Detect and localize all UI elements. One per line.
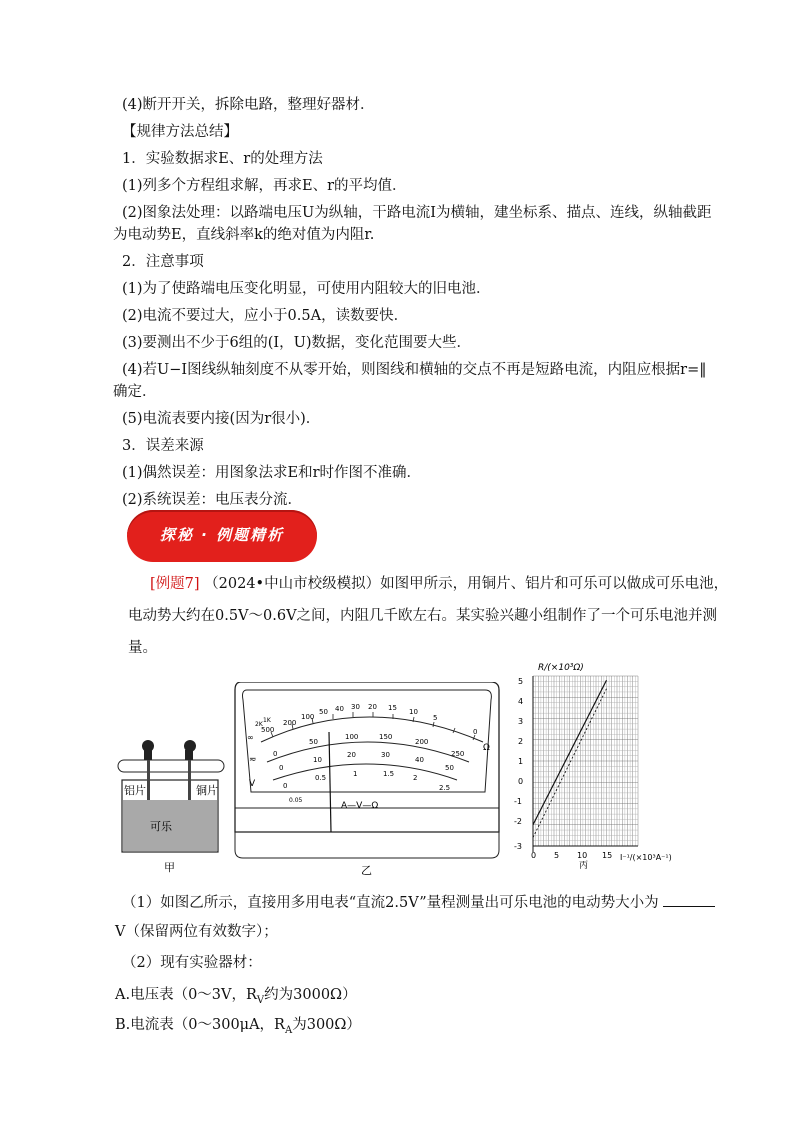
- dc-mark: ≂: [249, 755, 257, 765]
- range-mark: 0.05: [289, 797, 303, 804]
- text-line: (4)若U−I图线纵轴刻度不从零开始，则图线和横轴的交点不再是短路电流，内阻应根据r=‖: [122, 362, 707, 378]
- y-tick-label: -1: [514, 797, 522, 806]
- answer-blank[interactable]: [663, 892, 715, 907]
- text-line: 3．误差来源: [122, 438, 204, 454]
- ac-tick-label: 2: [413, 774, 418, 782]
- question-text: V（保留两位有效数字）；: [115, 924, 278, 940]
- meter-label: A—V—Ω: [341, 801, 379, 811]
- ohm-tick-label: 10: [409, 708, 418, 716]
- range-mark: 2K: [255, 721, 263, 728]
- section-title: 【规律方法总结】: [122, 124, 238, 140]
- y-axis-label: R/(×10³Ω): [538, 663, 584, 673]
- text-line: (2)系统误差：电压表分流．: [122, 492, 303, 508]
- caption-yi: 乙: [361, 864, 372, 877]
- text-line: (2)电流不要过大，应小于0.5A，读数要快．: [122, 308, 409, 324]
- x-axis-label: I⁻¹/(×10³A⁻¹): [620, 853, 672, 862]
- x-tick-label: 0: [531, 851, 537, 860]
- multimeter-figure: [233, 682, 501, 877]
- dc-mid-label: 0: [279, 764, 284, 772]
- battery-figure: [112, 740, 230, 875]
- y-tick-label: 3: [518, 717, 524, 726]
- ac-tick-label: 0.5: [315, 774, 327, 782]
- option-a-sub: V: [256, 994, 265, 1006]
- example-text: 量。: [128, 640, 157, 656]
- ohm-tick-label: 100: [301, 713, 315, 721]
- dc-tick-label: 0: [273, 750, 278, 758]
- ac-tick-label: 0: [283, 782, 288, 790]
- question-text: （1）如图乙所示，直接用多用电表“直流2.5V”量程测量出可乐电池的电动势大小为: [122, 895, 659, 911]
- dc-mid-label: 50: [445, 764, 454, 772]
- y-tick-label: -2: [514, 817, 522, 826]
- y-tick-label: 1: [518, 757, 524, 766]
- ac-tick-label: 1: [353, 770, 358, 778]
- ohm-tick-label: 30: [351, 703, 360, 711]
- graph-grid: [533, 676, 638, 846]
- option-a: A.电压表（0～3V，R: [115, 987, 257, 1003]
- al-label: 铝片: [124, 784, 146, 797]
- y-tick-label: 0: [518, 777, 524, 786]
- dc-mid-label: 40: [415, 756, 424, 764]
- option-b-end: 为300Ω）: [292, 1017, 361, 1033]
- text-line: (1)偶然误差：用图象法求E和r时作图不准确．: [122, 465, 422, 481]
- dc-tick-label: 150: [379, 733, 393, 741]
- text-line: (3)要测出不少于6组的(I，U)数据，变化范围要大些．: [122, 335, 472, 351]
- dc-mid-label: 20: [347, 751, 356, 759]
- dc-tick-label: 200: [415, 738, 429, 746]
- ohm-tick-label: 50: [319, 708, 328, 716]
- x-tick-label: 10: [577, 851, 588, 860]
- ohm-tick-label: 500: [261, 726, 275, 734]
- y-tick-label: -3: [514, 842, 522, 851]
- text-line: 2．注意事项: [122, 254, 204, 270]
- x-tick-label: 5: [554, 851, 560, 860]
- example-text: 电动势大约在0.5V～0.6V之间，内阻几千欧左右。某实验兴趣小组制作了一个可乐电池并测: [128, 608, 718, 624]
- question-text: （2）现有实验器材：: [122, 955, 262, 971]
- text-line: (1)为了使路端电压变化明显，可使用内阻较大的旧电池．: [122, 281, 491, 297]
- y-tick-label: 5: [518, 677, 524, 686]
- ohm-mark: Ω: [483, 743, 490, 753]
- dc-tick-label: 100: [345, 733, 359, 741]
- text-line: 1．实验数据求E、r的处理方法: [122, 151, 323, 167]
- example-text: （2024•中山市校级模拟）如图甲所示，用铜片、铝片和可乐可以做成可乐电池，: [204, 576, 729, 592]
- infinity-mark: ∞: [247, 733, 254, 742]
- dc-tick-label: 250: [451, 750, 465, 758]
- text-line: (2)图象法处理：以路端电压U为纵轴，干路电流I为横轴，建坐标系、描点、连线，纵轴截距: [122, 205, 712, 221]
- example-tag: [例题7]: [150, 576, 200, 592]
- graph-caption: 丙: [579, 861, 589, 871]
- text-line: 确定．: [113, 384, 157, 400]
- cu-label: 铜片: [196, 784, 218, 797]
- text-line: 为电动势E，直线斜率k的绝对值为内阻r.: [113, 227, 375, 243]
- x-tick-label: 15: [602, 851, 613, 860]
- option-b: B.电流表（0～300μA，R: [115, 1017, 285, 1033]
- ohm-tick-label: 40: [335, 705, 344, 713]
- ac-tick-label: 2.5: [439, 784, 451, 792]
- dc-mid-label: 10: [313, 756, 322, 764]
- v-mark: V: [249, 779, 256, 789]
- ohm-tick-label: 20: [368, 703, 377, 711]
- section-banner: [127, 510, 317, 562]
- option-a-end: 约为3000Ω）: [264, 987, 357, 1003]
- ohm-tick-label: 200: [283, 719, 297, 727]
- dc-tick-label: 50: [309, 738, 318, 746]
- ohm-tick-label: 5: [433, 714, 438, 722]
- liquid-label: 可乐: [150, 820, 172, 833]
- graph-figure: [508, 660, 708, 875]
- ohm-tick-label: 0: [473, 728, 478, 736]
- banner-text: 探秘 · 例题精析: [159, 526, 285, 544]
- text-line: (4)断开开关，拆除电路，整理好器材．: [122, 97, 375, 113]
- dc-mid-label: 30: [381, 751, 390, 759]
- range-mark: 1K: [263, 717, 271, 724]
- caption-jia: 甲: [164, 861, 175, 874]
- text-line: (5)电流表要内接(因为r很小)．: [122, 411, 321, 427]
- y-tick-label: 4: [518, 697, 524, 706]
- text-line: (1)列多个方程组求解，再求E、r的平均值．: [122, 178, 407, 194]
- y-tick-label: 2: [518, 737, 524, 746]
- ohm-tick-label: 15: [388, 704, 397, 712]
- ac-tick-label: 1.5: [383, 770, 395, 778]
- option-b-sub: A: [284, 1024, 293, 1036]
